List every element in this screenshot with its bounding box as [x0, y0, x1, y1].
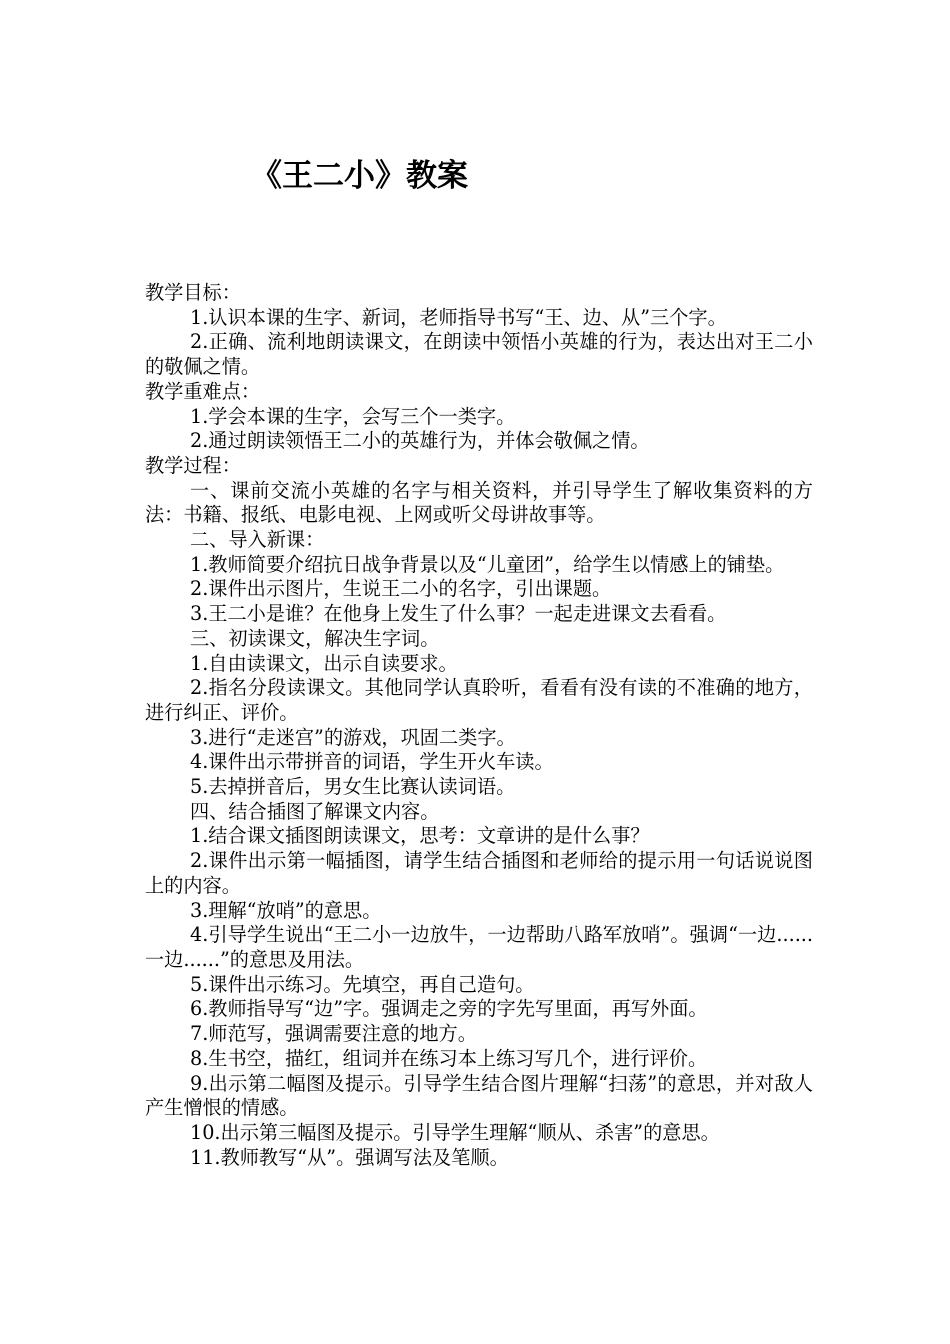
document-body — [145, 281, 813, 1170]
process-step: 1.自由读课文，出示自读要求。 — [190, 651, 458, 675]
process-step: 5.课件出示练习。先填空，再自己造句。 — [190, 972, 535, 996]
key-point-item: 2.通过朗读领悟王二小的英雄行为，并体会敬佩之情。 — [190, 429, 650, 453]
key-point-item: 1.学会本课的生字，会写三个一类字。 — [190, 404, 516, 428]
process-section-4: 四、结合插图了解课文内容。 — [190, 799, 440, 823]
key-points-heading: 教学重难点： — [145, 379, 261, 403]
process-section-2: 二、导入新课： — [190, 528, 325, 552]
process-step: 6.教师指导写“边”字。强调走之旁的字先写里面，再写外面。 — [190, 997, 708, 1021]
process-step: 9.出示第二幅图及提示。引导学生结合图片理解“扫荡”的意思，并对敌人产生憎恨的情感。 — [145, 1071, 813, 1120]
process-step: 10.出示第三幅图及提示。引导学生理解“顺从、杀害”的意思。 — [190, 1120, 720, 1144]
document-title: 《王二小》教案 — [251, 158, 468, 194]
process-step: 4.课件出示带拼音的词语，学生开火车读。 — [190, 750, 554, 774]
process-step: 3.王二小是谁？在他身上发生了什么事？一起走进课文去看看。 — [190, 602, 727, 626]
process-step: 2.课件出示图片，生说王二小的名字，引出课题。 — [190, 577, 612, 601]
objectives-heading: 教学目标： — [145, 281, 241, 304]
process-step: 11.教师教写“从”。强调写法及笔顺。 — [190, 1145, 509, 1169]
process-section-3: 三、初读课文，解决生字词。 — [190, 626, 440, 650]
process-step: 2.课件出示第一幅插图，请学生结合插图和老师给的提示用一句话说说图上的内容。 — [145, 849, 813, 897]
process-step: 3.进行“走迷宫”的游戏，巩固二类字。 — [190, 725, 516, 749]
process-step: 3.理解“放哨”的意思。 — [190, 898, 382, 922]
process-section-1: 一、课前交流小英雄的名字与相关资料，并引导学生了解收集资料的方法：书籍、报纸、电影电视、上网或听父母讲故事等。 — [145, 478, 813, 527]
process-step: 7.师范写，强调需要注意的地方。 — [190, 1022, 477, 1046]
process-step: 1.教师简要介绍抗日战争背景以及“儿童团”，给学生以情感上的铺垫。 — [190, 552, 785, 576]
process-step: 1.结合课文插图朗读课文，思考：文章讲的是什么事？ — [190, 824, 650, 848]
process-step: 5.去掉拼音后，男女生比赛认读词语。 — [190, 775, 516, 799]
process-step: 2.指名分段读课文。其他同学认真聆听，看看有没有读的不准确的地方，进行纠正、评价。 — [145, 676, 813, 724]
process-step: 8.生书空，描红，组词并在练习本上练习写几个，进行评价。 — [190, 1046, 708, 1070]
process-step: 4.引导学生说出“王二小一边放牛，一边帮助八路军放哨”。强调“一边......一边......”的意思及用法。 — [145, 923, 813, 971]
objective-item: 2.正确、流利地朗读课文，在朗读中领悟小英雄的行为，表达出对王二小的敬佩之情。 — [145, 330, 813, 379]
process-heading: 教学过程： — [145, 453, 241, 477]
objective-item: 1.认识本课的生字、新词，老师指导书写“王、边、从”三个字。 — [190, 305, 727, 329]
